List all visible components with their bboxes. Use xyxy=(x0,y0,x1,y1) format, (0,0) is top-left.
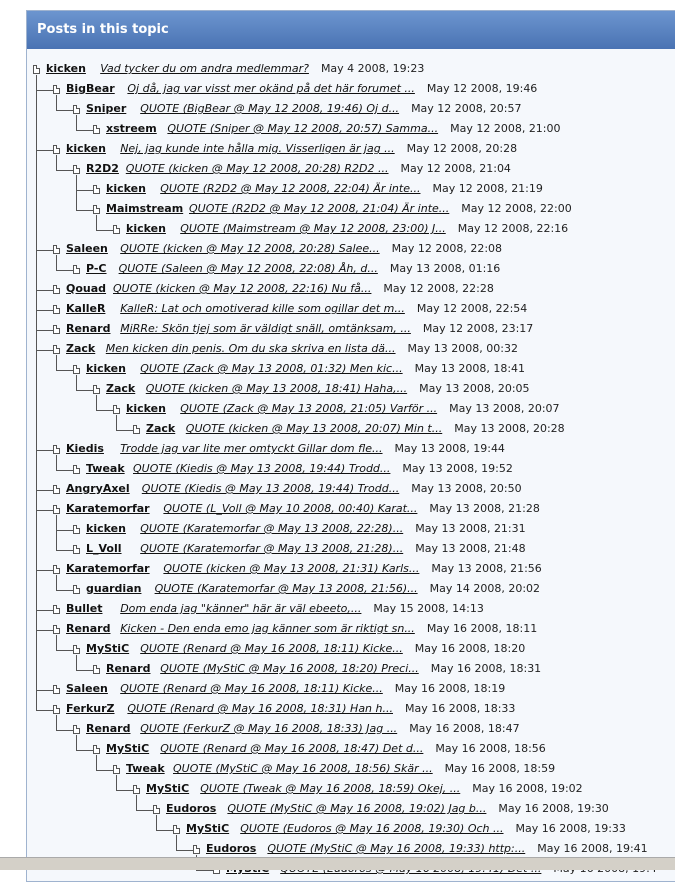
post-page-icon xyxy=(93,185,100,194)
post-author-link[interactable]: kicken xyxy=(86,522,126,535)
post-date: May 13 2008, 21:31 xyxy=(415,522,526,535)
post-author-link[interactable]: Zack xyxy=(66,342,96,355)
tree-connector xyxy=(56,255,57,270)
panel-header xyxy=(27,11,675,49)
post-author-link[interactable]: Karatemorfar xyxy=(66,502,150,515)
post-subject-link[interactable]: MiRRe: Skön tjej som är väldigt snäll, omtänksam, ... xyxy=(120,322,411,335)
post-date: May 14 2008, 20:02 xyxy=(429,582,541,595)
tree-connector xyxy=(36,75,37,710)
post-page-icon xyxy=(73,165,80,174)
post-page-icon xyxy=(133,785,140,794)
post-date: May 16 2008, 18:19 xyxy=(394,682,506,695)
post-date: May 16 2008, 19:33 xyxy=(515,822,626,835)
post-author-link[interactable]: Saleen xyxy=(66,682,108,695)
tree-connector xyxy=(36,250,53,251)
post-author-link[interactable]: kicken xyxy=(86,362,126,375)
post-author-link[interactable]: Karatemorfar xyxy=(66,562,150,575)
post-author-link[interactable]: Renard xyxy=(66,622,111,635)
post-page-icon xyxy=(53,685,60,694)
tree-connector xyxy=(156,830,173,831)
post-page-icon xyxy=(53,245,60,254)
tree-connector xyxy=(36,610,53,611)
tree-connector xyxy=(196,870,213,871)
post-date: May 16 2008, 18:59 xyxy=(444,762,556,775)
post-subject-link[interactable]: QUOTE (kicken @ May 12 2008, 20:28) R2D2 ... xyxy=(125,162,389,175)
tree-connector xyxy=(56,650,73,651)
post-date: May 13 2008, 01:16 xyxy=(389,262,501,275)
post-author-link[interactable]: xstreem xyxy=(106,122,157,135)
post-author-link[interactable]: MyStiC xyxy=(146,782,190,795)
post-subject-link[interactable]: QUOTE (R2D2 @ May 12 2008, 21:04) Är inte... xyxy=(189,202,450,215)
post-author-link[interactable]: MyStiC xyxy=(106,742,150,755)
post-date: May 13 2008, 20:28 xyxy=(454,422,565,435)
post-subject-link[interactable]: QUOTE (FerkurZ @ May 16 2008, 18:33) Jag ... xyxy=(140,722,398,735)
tree-connector xyxy=(36,310,53,311)
post-date: May 16 2008, 18:31 xyxy=(430,662,542,675)
post-subject-link[interactable]: QUOTE (BigBear @ May 12 2008, 19:46) Oj d... xyxy=(140,102,400,115)
post-subject-link[interactable]: QUOTE (MyStiC @ May 16 2008, 19:33) http:... xyxy=(267,842,526,855)
post-date: May 16 2008, 18:56 xyxy=(435,742,546,755)
post-subject-link[interactable]: QUOTE (MyStiC @ May 16 2008, 19:02) Jag b... xyxy=(227,802,487,815)
post-page-icon xyxy=(73,465,80,474)
post-page-icon xyxy=(73,525,80,534)
post-date: May 16 2008, 18:33 xyxy=(405,702,516,715)
post-date: May 12 2008, 21:00 xyxy=(450,122,561,135)
post-page-icon xyxy=(53,485,60,494)
post-date: May 13 2008, 19:44 xyxy=(394,442,505,455)
post-page-icon xyxy=(53,565,60,574)
post-page-icon xyxy=(73,585,80,594)
post-date: May 13 2008, 19:52 xyxy=(402,462,513,475)
post-author-link[interactable]: P-C xyxy=(86,262,107,275)
post-author-link[interactable]: MyStiC xyxy=(86,642,130,655)
tree-connector xyxy=(56,170,73,171)
post-subject-link[interactable]: QUOTE (Tweak @ May 16 2008, 18:59) Okej, ... xyxy=(200,782,461,795)
post-subject-link[interactable]: Men kicken din penis. Om du ska skriva en lista dä... xyxy=(105,342,396,355)
tree-connector xyxy=(76,375,77,390)
post-author-link[interactable]: Kiedis xyxy=(66,442,104,455)
tree-connector xyxy=(96,230,113,231)
post-date: May 16 2008, 19:02 xyxy=(472,782,583,795)
tree-connector xyxy=(96,770,113,771)
tree-connector xyxy=(116,790,133,791)
post-author-link[interactable]: Tweak xyxy=(86,462,125,475)
post-author-link[interactable]: Eudoros xyxy=(166,802,217,815)
post-subject-link[interactable]: QUOTE (Saleen @ May 12 2008, 22:08) Åh, d... xyxy=(118,262,378,275)
tree-connector xyxy=(76,115,77,130)
post-subject-link[interactable]: QUOTE (kicken @ May 12 2008, 22:16) Nu få... xyxy=(113,282,372,295)
tree-connector xyxy=(56,715,57,730)
post-date: May 15 2008, 14:13 xyxy=(373,602,484,615)
tree-connector xyxy=(116,415,117,430)
tree-connector xyxy=(56,455,57,470)
post-date: May 12 2008, 22:28 xyxy=(383,282,494,295)
post-date: May 12 2008, 22:16 xyxy=(457,222,569,235)
post-page-icon xyxy=(53,85,60,94)
tree-connector xyxy=(56,355,57,370)
post-subject-link[interactable]: QUOTE (MyStiC @ May 16 2008, 18:56) Skär ... xyxy=(173,762,433,775)
post-page-icon xyxy=(53,345,60,354)
post-page-icon xyxy=(113,225,120,234)
tree-connector xyxy=(76,130,93,131)
post-subject-link[interactable]: Dom enda jag "känner" här är väl ebeeto,... xyxy=(120,602,362,615)
post-page-icon xyxy=(133,425,140,434)
tree-connector xyxy=(116,775,117,790)
post-date: May 13 2008, 21:56 xyxy=(431,562,542,575)
tree-connector xyxy=(36,290,53,291)
post-subject-link[interactable]: QUOTE (Sniper @ May 12 2008, 20:57) Samma... xyxy=(167,122,439,135)
post-author-link[interactable]: Renard xyxy=(66,322,111,335)
window-bottom-bar xyxy=(0,857,675,870)
tree-connector xyxy=(56,270,73,271)
post-subject-link[interactable]: Vad tycker du om andra medlemmar? xyxy=(100,62,309,75)
tree-connector xyxy=(176,835,177,850)
post-date: May 16 2008, 18:11 xyxy=(426,622,538,635)
post-subject-link[interactable]: QUOTE (Renard @ May 16 2008, 18:47) Det d... xyxy=(160,742,424,755)
post-subject-link[interactable]: QUOTE (kicken @ May 13 2008, 21:31) Karls... xyxy=(163,562,420,575)
tree-connector xyxy=(36,690,53,691)
post-author-link[interactable]: Bullet xyxy=(66,602,103,615)
post-page-icon xyxy=(53,705,60,714)
post-page-icon xyxy=(53,505,60,514)
post-author-link[interactable]: KalleR xyxy=(66,302,106,315)
post-date: May 13 2008, 20:07 xyxy=(449,402,560,415)
post-subject-link[interactable]: KalleR: Lat och omotiverad kille som ogillar det m... xyxy=(120,302,405,315)
post-author-link[interactable]: kicken xyxy=(106,182,146,195)
post-date: May 12 2008, 22:00 xyxy=(461,202,572,215)
post-page-icon xyxy=(153,805,160,814)
tree-connector xyxy=(76,735,77,750)
post-subject-link[interactable]: QUOTE (Karatemorfar @ May 13 2008, 22:28)... xyxy=(140,522,404,535)
tree-connector xyxy=(36,150,53,151)
post-subject-link[interactable]: QUOTE (Karatemorfar @ May 13 2008, 21:56)... xyxy=(154,582,418,595)
post-subject-link[interactable]: Kicken - Den enda emo jag känner som är riktigt sn... xyxy=(120,622,415,635)
post-page-icon xyxy=(53,325,60,334)
tree-connector xyxy=(76,175,77,210)
tree-connector xyxy=(96,395,97,410)
post-subject-link[interactable]: Nej, jag kunde inte hålla mig. Visserligen är jag ... xyxy=(120,142,395,155)
post-page-icon xyxy=(53,625,60,634)
tree-connector xyxy=(56,590,73,591)
post-date: May 12 2008, 22:54 xyxy=(416,302,528,315)
post-page-icon xyxy=(93,665,100,674)
tree-connector xyxy=(56,95,57,110)
post-page-icon xyxy=(73,105,80,114)
post-subject-link[interactable]: QUOTE (MyStiC @ May 16 2008, 18:20) Preci... xyxy=(160,662,419,675)
post-author-link[interactable]: Saleen xyxy=(66,242,108,255)
post-page-icon xyxy=(73,365,80,374)
post-page-icon xyxy=(53,305,60,314)
post-subject-link[interactable]: QUOTE (Renard @ May 16 2008, 18:11) Kicke... xyxy=(120,682,383,695)
post-author-link[interactable]: kicken xyxy=(66,142,106,155)
post-subject-link[interactable]: QUOTE (Renard @ May 16 2008, 18:11) Kicke... xyxy=(140,642,403,655)
tree-connector xyxy=(56,515,57,550)
post-date: May 13 2008, 21:28 xyxy=(429,502,540,515)
post-page-icon xyxy=(53,445,60,454)
tree-connector xyxy=(36,510,53,511)
post-subject-link[interactable]: QUOTE (Eudoros @ May 16 2008, 19:30) Och ... xyxy=(240,822,504,835)
tree-connector xyxy=(76,655,77,670)
tree-connector xyxy=(76,750,93,751)
tree-connector xyxy=(56,110,73,111)
post-author-link[interactable]: Eudoros xyxy=(206,842,257,855)
tree-connector xyxy=(136,795,137,810)
post-date: May 12 2008, 20:28 xyxy=(406,142,518,155)
tree-connector xyxy=(136,810,153,811)
post-author-link[interactable]: Renard xyxy=(86,722,131,735)
post-date: May 12 2008, 21:04 xyxy=(400,162,511,175)
post-subject-link[interactable]: QUOTE (kicken @ May 12 2008, 20:28) Salee... xyxy=(120,242,380,255)
post-author-link[interactable]: kicken xyxy=(46,62,86,75)
panel-title: Posts in this topic xyxy=(37,22,169,37)
post-page-icon xyxy=(53,605,60,614)
post-author-link[interactable]: BigBear xyxy=(66,82,115,95)
post-page-icon xyxy=(73,545,80,554)
post-page-icon xyxy=(93,125,100,134)
post-date: May 13 2008, 00:32 xyxy=(407,342,518,355)
post-page-icon xyxy=(73,725,80,734)
post-subject-link[interactable]: QUOTE (R2D2 @ May 12 2008, 22:04) Är inte... xyxy=(160,182,421,195)
post-author-link[interactable]: Renard xyxy=(106,662,151,675)
post-author-link[interactable]: kicken xyxy=(126,402,166,415)
tree-connector xyxy=(36,330,53,331)
post-date: May 16 2008, 18:47 xyxy=(409,722,520,735)
post-author-link[interactable]: kicken xyxy=(126,222,166,235)
tree-connector xyxy=(56,550,73,551)
post-subject-link[interactable]: QUOTE (Zack @ May 13 2008, 01:32) Men kic... xyxy=(140,362,403,375)
tree-connector xyxy=(96,755,97,770)
post-subject-link[interactable]: Oj då, jag var visst mer okänd på det här forumet ... xyxy=(127,82,415,95)
post-author-link[interactable]: R2D2 xyxy=(86,162,119,175)
tree-connector xyxy=(56,155,57,170)
tree-connector xyxy=(56,370,73,371)
post-date: May 13 2008, 20:50 xyxy=(411,482,522,495)
tree-connector xyxy=(56,470,73,471)
post-date: May 13 2008, 21:48 xyxy=(415,542,526,555)
post-date: May 13 2008, 18:41 xyxy=(414,362,526,375)
post-date: May 12 2008, 23:17 xyxy=(422,322,534,335)
tree-connector xyxy=(56,530,73,531)
tree-connector xyxy=(36,490,53,491)
post-page-icon xyxy=(93,385,100,394)
post-author-link[interactable]: L_Voll xyxy=(86,542,122,555)
post-author-link[interactable]: Sniper xyxy=(86,102,127,115)
post-author-link[interactable]: guardian xyxy=(86,582,142,595)
post-page-icon xyxy=(113,765,120,774)
post-author-link[interactable]: Zack xyxy=(146,422,176,435)
post-subject-link[interactable]: QUOTE (Karatemorfar @ May 13 2008, 21:28)... xyxy=(140,542,404,555)
tree-connector xyxy=(56,635,57,650)
post-author-link[interactable]: Tweak xyxy=(126,762,165,775)
tree-connector xyxy=(36,450,53,451)
post-page-icon xyxy=(73,265,80,274)
post-author-link[interactable]: FerkurZ xyxy=(66,702,115,715)
post-subject-link[interactable]: QUOTE (Renard @ May 16 2008, 18:31) Han h... xyxy=(127,702,393,715)
tree-connector xyxy=(36,90,53,91)
tree-connector xyxy=(96,410,113,411)
posts-panel xyxy=(26,10,675,882)
post-date: May 12 2008, 20:57 xyxy=(411,102,522,115)
post-page-icon xyxy=(53,285,60,294)
post-subject-link[interactable]: QUOTE (Zack @ May 13 2008, 21:05) Varför ... xyxy=(180,402,438,415)
post-page-icon xyxy=(193,845,200,854)
post-subject-link[interactable]: QUOTE (Kiedis @ May 13 2008, 19:44) Trodd... xyxy=(141,482,400,495)
tree-connector xyxy=(56,575,57,590)
tree-connector xyxy=(76,210,93,211)
tree-connector xyxy=(176,850,193,851)
post-page-icon xyxy=(33,65,40,74)
tree-connector xyxy=(56,730,73,731)
tree-connector xyxy=(76,670,93,671)
post-page-icon xyxy=(93,745,100,754)
post-page-icon xyxy=(173,825,180,834)
post-author-link[interactable]: Zack xyxy=(106,382,136,395)
tree-connector xyxy=(36,630,53,631)
post-date: May 12 2008, 19:46 xyxy=(426,82,538,95)
tree-connector xyxy=(96,215,97,230)
post-subject-link[interactable]: QUOTE (kicken @ May 13 2008, 20:07) Min t... xyxy=(185,422,443,435)
post-date: May 16 2008, 19:41 xyxy=(537,842,648,855)
post-date: May 4 2008, 19:23 xyxy=(320,62,425,75)
post-subject-link[interactable]: QUOTE (kicken @ May 13 2008, 18:41) Haha,... xyxy=(145,382,408,395)
post-page-icon xyxy=(73,645,80,654)
post-page-icon xyxy=(53,145,60,154)
tree-connector xyxy=(76,190,93,191)
tree-connector xyxy=(36,350,53,351)
post-date: May 16 2008, 18:20 xyxy=(414,642,526,655)
post-author-link[interactable]: Maimstream xyxy=(106,202,184,215)
post-author-link[interactable]: MyStiC xyxy=(186,822,230,835)
tree-connector xyxy=(156,815,157,830)
post-subject-link[interactable]: QUOTE (Maimstream @ May 12 2008, 23:00) J... xyxy=(180,222,446,235)
tree-connector xyxy=(36,710,53,711)
post-author-link[interactable]: Qouad xyxy=(66,282,107,295)
post-page-icon xyxy=(93,205,100,214)
post-subject-link[interactable]: QUOTE (L_Voll @ May 10 2008, 00:40) Karat... xyxy=(163,502,418,515)
tree-connector xyxy=(76,390,93,391)
tree-connector xyxy=(36,570,53,571)
post-date: May 16 2008, 19:30 xyxy=(498,802,609,815)
tree-connector xyxy=(116,430,133,431)
post-subject-link[interactable]: Trodde jag var lite mer omtyckt Gillar dom fle... xyxy=(120,442,383,455)
post-date: May 13 2008, 20:05 xyxy=(419,382,530,395)
post-page-icon xyxy=(113,405,120,414)
post-author-link[interactable]: AngryAxel xyxy=(66,482,130,495)
post-date: May 12 2008, 21:19 xyxy=(432,182,543,195)
post-subject-link[interactable]: QUOTE (Kiedis @ May 13 2008, 19:44) Trodd... xyxy=(133,462,391,475)
post-date: May 12 2008, 22:08 xyxy=(391,242,503,255)
